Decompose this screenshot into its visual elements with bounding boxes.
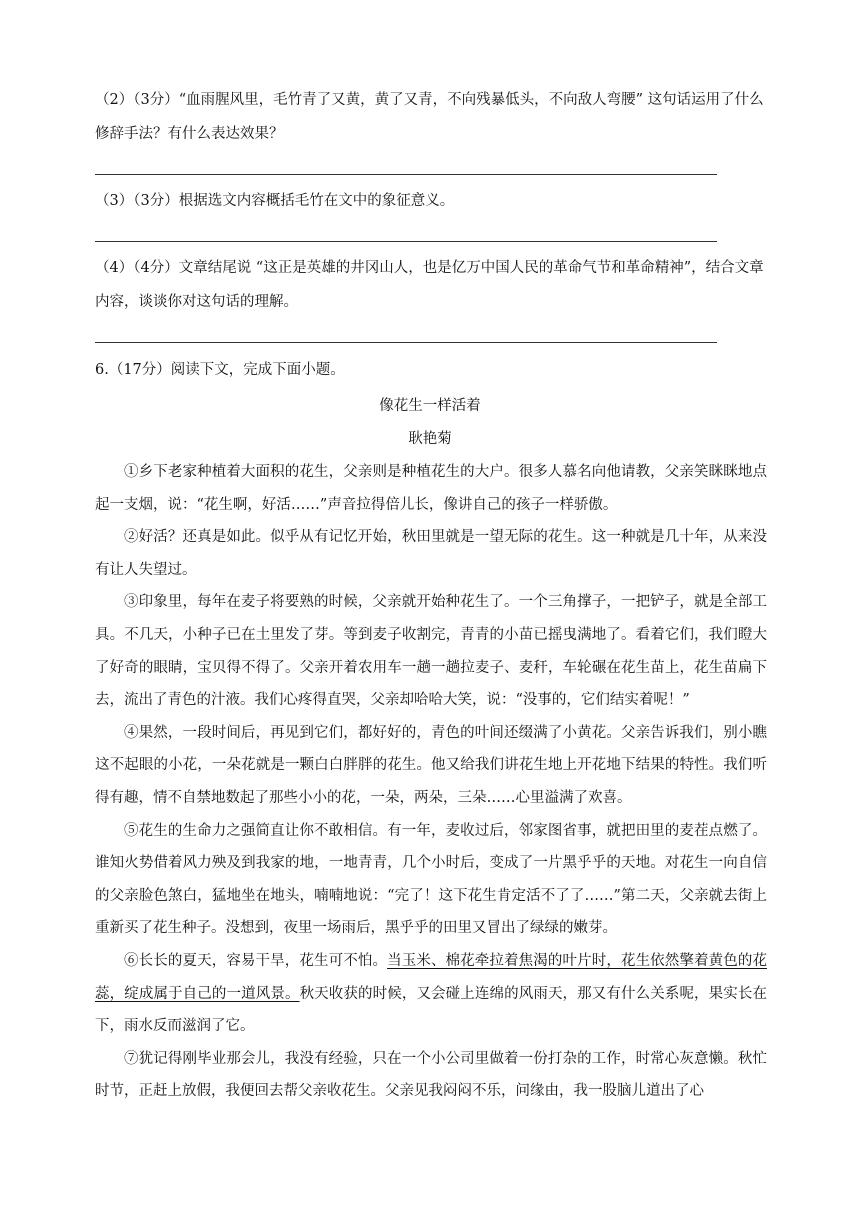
article-author: 耿艳菊 [408,431,452,447]
question-2 [95,83,767,151]
paragraph-4: ④果然，一段时间后，再见到它们，都好好的，青色的叶间还缀满了小黄花。父亲告诉我们，别小瞧这不起眼的小花，一朵花就是一颗白白胖胖的花生。他又给我们讲花生地上开花地下结果的特性。我们听得有趣，情不自禁地数起了那些小小的花，一朵，两朵，三朵……心里溢满了欢喜。 [95,724,767,806]
question-3 [95,184,767,218]
question-3-text: （3）（3分）根据选文内容概括毛竹在文中的象征意义。 [95,193,455,209]
paragraph-5: ⑤花生的生命力之强简直让你不敢相信。有一年，麦收过后，邻家图省事，就把田里的麦茬点燃了。谁知火势借着风力殃及到我家的地，一地青青，几个小时后，变成了一片黑乎乎的天地。对花生一向自信的父亲脸色煞白，猛地坐在地头，喃喃地说：“完了！这下花生肯定活不了了……”第二天，父亲就去街上重新买了花生种子。没想到，夜里一场雨后，黑乎乎的田里又冒出了绿绿的嫩芽。 [95,822,767,937]
paragraph-6-underlined: 当玉米、棉花牵拉着焦渴的叶片时，花生依然擎着黄色的花蕊，绽成属于自己的一道风景。 [95,952,767,1002]
question-2-text: （2）（3分）“血雨腥风里，毛竹青了又黄，黄了又青，不向残暴低头，不向敌人弯腰” 这句话运用了什么修辞手法？有什么表达效果？ [95,92,764,142]
answer-line-2[interactable] [95,174,717,175]
article-title: 像花生一样活着 [379,398,481,414]
paragraph-6 [95,945,767,1043]
paragraph-3: ③印象里，每年在麦子将要熟的时候，父亲就开始种花生了。一个三角撑子，一把铲子，就是全部工具。不几天，小种子已在土里发了芽。等到麦子收割完，青青的小苗已摇曳满地了。看着它们，我们瞪大了好奇的眼睛，宝贝得不得了。父亲开着农用车一趟一趟拉麦子、麦秆，车轮碾在花生苗上，花生苗扁下去，流出了青色的汁液。我们心疼得直哭，父亲却哈哈大笑，说：“没事的，它们结实着呢！” [95,594,767,709]
paragraph-1: ①乡下老家种植着大面积的花生，父亲则是种植花生的大户。很多人慕名向他请教，父亲笑眯眯地点起一支烟，说：“花生啊，好活……”声音拉得倍儿长，像讲自己的孩子一样骄傲。 [95,464,767,513]
question-4 [95,251,767,319]
paragraph-7: ⑦犹记得刚毕业那会儿，我没有经验，只在一个小公司里做着一份打杂的工作，时常心灰意懒。秋忙时节，正赶上放假，我便回去帮父亲收花生。父亲见我闷闷不乐，问缘由，我一股脑儿道出了心 [95,1050,767,1100]
article-body [95,456,767,1108]
paragraph-6-pre: ⑥长长的夏天，容易干旱，花生可不怕。 [124,952,388,969]
answer-line-3[interactable] [95,241,717,242]
section-6-heading: 6.（17分）阅读下文，完成下面小题。 [95,362,345,378]
answer-line-4[interactable] [95,342,717,343]
paragraph-6-post: 秋天收获的时候，又会碰上连绵的风雨天，那又有什么关系呢，果实长在下，雨水反而滋润了它。 [95,985,768,1035]
section-6-heading-wrap [95,353,767,387]
paragraph-2: ②好活？还真是如此。似乎从有记忆开始，秋田里就是一望无际的花生。这一种就是几十年，从来没有让人失望过。 [95,529,767,578]
question-4-text: （4）（4分）文章结尾说 “这正是英雄的井冈山人，也是亿万中国人民的革命气节和革命精神”，结合文章内容，谈谈你对这句话的理解。 [95,260,764,310]
